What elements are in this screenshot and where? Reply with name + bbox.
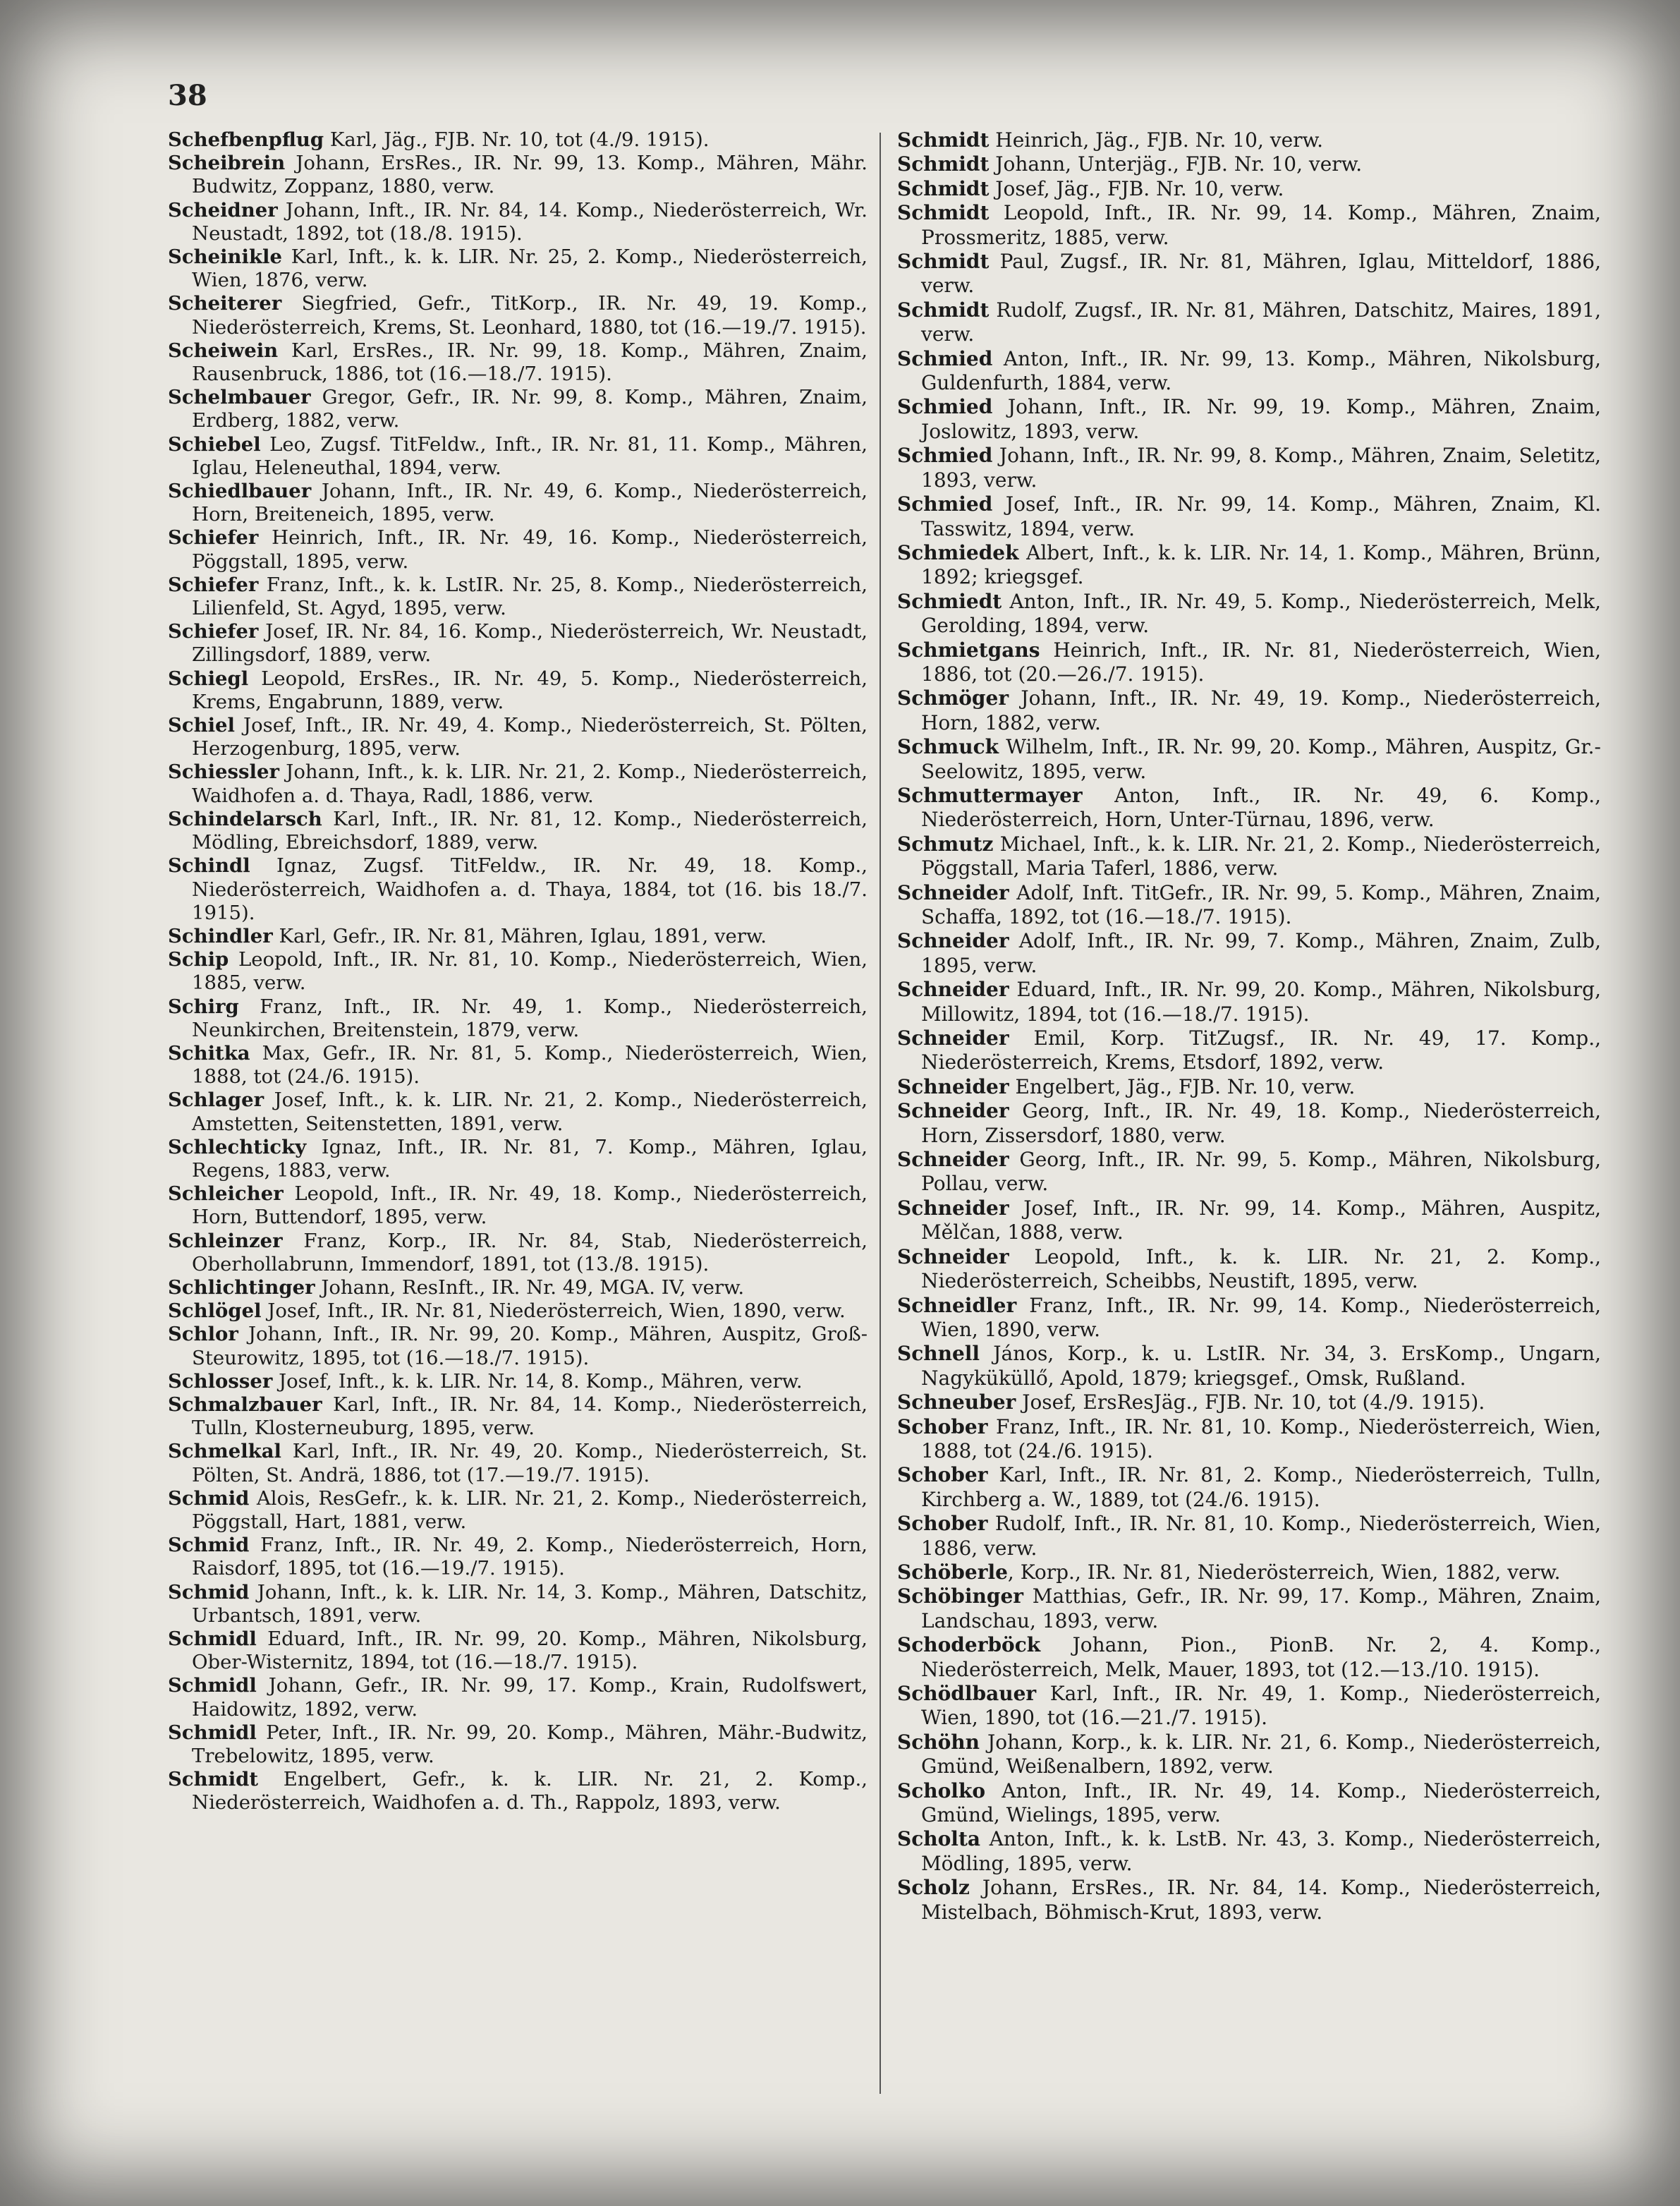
- register-entry: [168, 1323, 868, 1369]
- register-entry: [168, 1581, 868, 1628]
- entry-surname: Schitka: [168, 1041, 250, 1065]
- register-entry: [897, 1026, 1601, 1075]
- register-entry: [897, 347, 1601, 396]
- entry-surname: Schlechticky: [168, 1135, 307, 1158]
- entry-surname: Schindelarsch: [168, 807, 322, 830]
- entry-surname: Schirg: [168, 995, 239, 1018]
- register-entry: [168, 620, 868, 667]
- entry-details: Johann, Inft., k. k. LIR. Nr. 21, 2. Komp., Niederösterreich, Waidhofen a. d. Thaya, Radl, 1886, verw.: [192, 760, 868, 807]
- entry-details: János, Korp., k. u. LstIR. Nr. 34, 3. ErsKomp., Ungarn, Nagyküküllő, Apold, 1879; kriegsgef., Omsk, Rußland.: [921, 1342, 1601, 1390]
- entry-surname: Schmidl: [168, 1628, 257, 1650]
- register-entry: [897, 444, 1601, 492]
- entry-details: Ignaz, Zugsf. TitFeldw., IR. Nr. 49, 18. Komp., Niederösterreich, Waidhofen a. d. Thaya, 1884, tot (16. bis 18./7. 1915).: [192, 854, 868, 924]
- entry-surname: Schelmbauer: [168, 386, 311, 409]
- entry-details: Karl, Inft., IR. Nr. 81, 2. Komp., Niederösterreich, Tulln, Kirchberg a. W., 1889, tot (24./6. 1915).: [921, 1463, 1601, 1511]
- entry-details: Johann, Unterjäg., FJB. Nr. 10, verw.: [989, 152, 1363, 176]
- register-entry: [897, 1148, 1601, 1196]
- register-entry: [897, 1099, 1601, 1148]
- register-entry: [897, 686, 1601, 735]
- entry-surname: Schmied: [897, 346, 993, 370]
- entry-surname: Scholta: [897, 1827, 981, 1851]
- entry-details: Albert, Inft., k. k. LIR. Nr. 14, 1. Komp., Mähren, Brünn, 1892; kriegsgef.: [921, 540, 1601, 589]
- entry-details: Karl, Jäg., FJB. Nr. 10, tot (4./9. 1915).: [324, 128, 710, 151]
- entry-surname: Schiessler: [168, 760, 279, 784]
- entry-surname: Schneider: [897, 1074, 1009, 1098]
- entry-details: Heinrich, Inft., IR. Nr. 49, 16. Komp., Niederösterreich, Pöggstall, 1895, verw.: [192, 526, 868, 573]
- entry-details: Josef, Inft., k. k. LIR. Nr. 21, 2. Komp., Niederösterreich, Amstetten, Seitenstetten, 1891, verw.: [192, 1089, 868, 1135]
- register-entry: [897, 128, 1601, 152]
- register-entry: [897, 1633, 1601, 1682]
- entry-surname: Schmalzbauer: [168, 1393, 322, 1416]
- entry-surname: Schlögel: [168, 1299, 262, 1323]
- register-entry: [168, 760, 868, 807]
- register-entry: [168, 1534, 868, 1580]
- entry-surname: Schmidt: [168, 1768, 259, 1791]
- register-entry: [168, 1230, 868, 1276]
- register-entry: [168, 1674, 868, 1721]
- entry-details: Anton, Inft., IR. Nr. 99, 13. Komp., Mähren, Nikolsburg, Guldenfurth, 1884, verw.: [921, 346, 1601, 395]
- entry-surname: Schneider: [897, 1099, 1009, 1123]
- register-entry: [897, 1390, 1601, 1414]
- register-entry: [168, 1721, 868, 1768]
- entry-details: Engelbert, Jäg., FJB. Nr. 10, verw.: [1009, 1074, 1356, 1098]
- entry-surname: Schmiedek: [897, 540, 1019, 564]
- entry-surname: Schmidt: [897, 128, 990, 152]
- entry-details: Franz, Inft., IR. Nr. 49, 1. Komp., Niederösterreich, Neunkirchen, Breitenstein, 1879, verw.: [192, 995, 868, 1041]
- register-entry: [897, 1512, 1601, 1560]
- register-entry: [897, 735, 1601, 784]
- register-entry: [168, 714, 868, 760]
- entry-surname: Scheinikle: [168, 246, 282, 269]
- entry-surname: Schmidl: [168, 1674, 257, 1697]
- entry-details: Engelbert, Gefr., k. k. LIR. Nr. 21, 2. Komp., Niederösterreich, Waidhofen a. d. Th., Rappolz, 1893, verw.: [192, 1768, 868, 1814]
- entry-surname: Schmuck: [897, 735, 999, 759]
- register-entry: [897, 541, 1601, 590]
- register-entry: [897, 1463, 1601, 1512]
- entry-details: Anton, Inft., IR. Nr. 49, 6. Komp., Niederösterreich, Horn, Unter-Türnau, 1896, verw.: [921, 783, 1601, 832]
- entry-details: Anton, Inft., k. k. LstB. Nr. 43, 3. Komp., Niederösterreich, Mödling, 1895, verw.: [921, 1827, 1601, 1875]
- register-entry: [897, 1245, 1601, 1294]
- entry-details: Karl, Inft., IR. Nr. 84, 14. Komp., Niederösterreich, Tulln, Klosterneuburg, 1895, verw.: [192, 1393, 868, 1440]
- entry-details: Matthias, Gefr., IR. Nr. 99, 17. Komp., Mähren, Znaim, Landschau, 1893, verw.: [921, 1584, 1601, 1632]
- entry-details: Adolf, Inft., IR. Nr. 99, 7. Komp., Mähren, Znaim, Zulb, 1895, verw.: [921, 929, 1601, 977]
- entry-details: Johann, Inft., IR. Nr. 49, 6. Komp., Niederösterreich, Horn, Breiteneich, 1895, verw.: [192, 480, 868, 526]
- entry-details: Johann, ErsRes., IR. Nr. 99, 13. Komp., Mähren, Mähr. Budwitz, Zoppanz, 1880, verw.: [192, 152, 868, 198]
- register-entry: [168, 386, 868, 432]
- right-column: [897, 128, 1601, 1925]
- entry-surname: Schober: [897, 1414, 988, 1438]
- entry-surname: Schiebel: [168, 432, 261, 456]
- register-entry: [168, 292, 868, 339]
- entry-details: Franz, Korp., IR. Nr. 84, Stab, Niederösterreich, Oberhollabrunn, Immendorf, 1891, tot (13./8. 1915).: [192, 1229, 868, 1275]
- entry-surname: Schleinzer: [168, 1229, 283, 1252]
- entry-details: Josef, Inft., IR. Nr. 99, 14. Komp., Mähren, Znaim, Kl. Tasswitz, 1894, verw.: [921, 492, 1601, 540]
- entry-surname: Schneider: [897, 978, 1009, 1002]
- register-entry: [897, 250, 1601, 298]
- entry-details: Leopold, Inft., IR. Nr. 81, 10. Komp., Niederösterreich, Wien, 1885, verw.: [192, 948, 868, 995]
- entry-surname: Schöbinger: [897, 1584, 1024, 1608]
- entry-details: Alois, ResGefr., k. k. LIR. Nr. 21, 2. Komp., Niederösterreich, Pöggstall, Hart, 1881, verw.: [192, 1486, 868, 1533]
- entry-details: Franz, Inft., IR. Nr. 81, 10. Komp., Niederösterreich, Wien, 1888, tot (24./6. 1915).: [921, 1414, 1601, 1462]
- register-entry: [897, 1682, 1601, 1731]
- entry-surname: Schmidl: [168, 1721, 257, 1744]
- entry-surname: Schlager: [168, 1089, 264, 1112]
- entry-surname: Schmöger: [897, 686, 1009, 710]
- register-entry: [168, 1393, 868, 1440]
- entry-details: Eduard, Inft., IR. Nr. 99, 20. Komp., Mähren, Nikolsburg, Ober-Wisternitz, 1894, tot (16.—18./7. 1915).: [192, 1628, 868, 1674]
- register-entry: [897, 1415, 1601, 1464]
- entry-surname: Schmutz: [897, 832, 994, 856]
- entry-surname: Schneider: [897, 1196, 1009, 1220]
- entry-surname: Schneuber: [897, 1390, 1016, 1414]
- register-entry: [168, 1628, 868, 1674]
- entry-surname: Schmidt: [897, 201, 990, 225]
- entry-surname: Schober: [897, 1512, 988, 1536]
- entry-surname: Schiefer: [168, 573, 259, 596]
- register-entry: [897, 1075, 1601, 1099]
- entry-surname: Schmidt: [897, 152, 990, 176]
- entry-surname: Schindl: [168, 854, 250, 878]
- entry-details: Johann, Inft., IR. Nr. 49, 19. Komp., Niederösterreich, Horn, 1882, verw.: [921, 686, 1601, 734]
- entry-details: Josef, Jäg., FJB. Nr. 10, verw.: [989, 176, 1284, 200]
- entry-details: Josef, Inft., k. k. LIR. Nr. 14, 8. Komp., Mähren, verw.: [272, 1369, 803, 1393]
- entry-details: Karl, ErsRes., IR. Nr. 99, 18. Komp., Mähren, Znaim, Rausenbruck, 1886, tot (16.—18./7. 1915).: [192, 339, 868, 386]
- register-entry: [897, 152, 1601, 176]
- entry-details: Johann, Inft., IR. Nr. 99, 20. Komp., Mähren, Auspitz, Groß-Steurowitz, 1895, tot (16.—18./7. 1915).: [192, 1323, 868, 1369]
- entry-details: , Korp., IR. Nr. 81, Niederösterreich, Wien, 1882, verw.: [1007, 1560, 1561, 1584]
- entry-details: Johann, Inft., IR. Nr. 84, 14. Komp., Niederösterreich, Wr. Neustadt, 1892, tot (18./8. 1915).: [192, 198, 868, 245]
- entry-details: Franz, Inft., k. k. LstIR. Nr. 25, 8. Komp., Niederösterreich, Lilienfeld, St. Agyd, 1895, verw.: [192, 573, 868, 620]
- entry-details: Josef, Inft., IR. Nr. 99, 14. Komp., Mähren, Auspitz, Mělčan, 1888, verw.: [921, 1196, 1601, 1244]
- entry-details: Karl, Inft., k. k. LIR. Nr. 25, 2. Komp., Niederösterreich, Wien, 1876, verw.: [192, 246, 868, 292]
- entry-surname: Schöberle: [897, 1560, 1008, 1584]
- entry-details: Johann, Inft., k. k. LIR. Nr. 14, 3. Komp., Mähren, Datschitz, Urbantsch, 1891, verw.: [192, 1580, 868, 1627]
- entry-surname: Schip: [168, 948, 229, 971]
- entry-surname: Schneider: [897, 1244, 1009, 1268]
- entry-surname: Schmied: [897, 395, 993, 419]
- register-entry: [897, 201, 1601, 250]
- register-entry: [168, 808, 868, 854]
- entry-details: Johann, Pion., PionB. Nr. 2, 4. Komp., Niederösterreich, Melk, Mauer, 1893, tot (12.—13./10. 1915).: [921, 1633, 1601, 1681]
- register-entry: [897, 832, 1601, 881]
- register-entry: [897, 1827, 1601, 1876]
- entry-details: Siegfried, Gefr., TitKorp., IR. Nr. 49, 19. Komp., Niederösterreich, Krems, St. Leonhard, 1880, tot (16.—19./7. 1915).: [192, 292, 868, 339]
- entry-surname: Schmelkal: [168, 1440, 281, 1463]
- entry-surname: Schmidt: [897, 176, 990, 200]
- register-entry: [168, 948, 868, 995]
- register-entry: [897, 978, 1601, 1026]
- register-entry: [897, 929, 1601, 978]
- register-entry: [897, 1731, 1601, 1779]
- register-entry: [897, 1876, 1601, 1925]
- register-entry: [168, 339, 868, 386]
- entry-surname: Schneidler: [897, 1293, 1017, 1317]
- entry-details: Josef, Inft., IR. Nr. 49, 4. Komp., Niederösterreich, St. Pölten, Herzogenburg, 1895, verw.: [192, 714, 868, 760]
- register-entry: [897, 298, 1601, 347]
- entry-surname: Schmiedt: [897, 589, 1002, 613]
- register-entry: [897, 638, 1601, 687]
- register-entry: [168, 128, 868, 152]
- register-entry: [897, 1560, 1601, 1584]
- register-entry: [168, 1487, 868, 1534]
- entry-surname: Schleicher: [168, 1182, 284, 1206]
- entry-surname: Schiegl: [168, 667, 249, 690]
- entry-details: Franz, Inft., IR. Nr. 49, 2. Komp., Niederösterreich, Horn, Raisdorf, 1895, tot (16.—19./7. 1915).: [192, 1534, 868, 1580]
- entry-details: Emil, Korp. TitZugsf., IR. Nr. 49, 17. Komp., Niederösterreich, Krems, Etsdorf, 1892, verw.: [921, 1026, 1601, 1074]
- entry-details: Leopold, Inft., k. k. LIR. Nr. 21, 2. Komp., Niederösterreich, Scheibbs, Neustift, 1895, verw.: [921, 1244, 1601, 1293]
- entry-surname: Scheiwein: [168, 339, 279, 362]
- register-entry: [168, 433, 868, 480]
- entry-details: Rudolf, Zugsf., IR. Nr. 81, Mähren, Datschitz, Maires, 1891, verw.: [921, 298, 1601, 346]
- entry-surname: Scheiterer: [168, 292, 282, 315]
- entry-details: Josef, ErsResJäg., FJB. Nr. 10, tot (4./9. 1915).: [1016, 1390, 1485, 1414]
- entry-details: Leopold, Inft., IR. Nr. 49, 18. Komp., Niederösterreich, Horn, Buttendorf, 1895, verw.: [192, 1182, 868, 1229]
- page-number: 38: [168, 79, 207, 112]
- entry-details: Georg, Inft., IR. Nr. 49, 18. Komp., Niederösterreich, Horn, Zissersdorf, 1880, verw.: [921, 1099, 1601, 1147]
- entry-details: Josef, IR. Nr. 84, 16. Komp., Niederösterreich, Wr. Neustadt, Zillingsdorf, 1889, verw.: [192, 620, 868, 667]
- register-entry: [168, 1089, 868, 1135]
- register-entry: [168, 925, 868, 948]
- entry-surname: Schneider: [897, 929, 1009, 953]
- entry-surname: Schindler: [168, 924, 273, 947]
- entry-surname: Schneider: [897, 880, 1009, 904]
- entry-details: Johann, Inft., IR. Nr. 99, 8. Komp., Mähren, Znaim, Seletitz, 1893, verw.: [921, 444, 1601, 492]
- entry-surname: Scholko: [897, 1778, 986, 1802]
- register-entry: [168, 480, 868, 526]
- entry-details: Josef, Inft., IR. Nr. 81, Niederösterreich, Wien, 1890, verw.: [261, 1299, 846, 1323]
- entry-details: Rudolf, Inft., IR. Nr. 81, 10. Komp., Niederösterreich, Wien, 1886, verw.: [921, 1512, 1601, 1560]
- register-entry: [168, 854, 868, 925]
- entry-surname: Schiedlbauer: [168, 480, 312, 503]
- register-entry: [168, 199, 868, 246]
- entry-details: Leo, Zugsf. TitFeldw., Inft., IR. Nr. 81, 11. Komp., Mähren, Iglau, Heleneuthal, 1894, verw.: [192, 432, 868, 479]
- entry-details: Georg, Inft., IR. Nr. 99, 5. Komp., Mähren, Nikolsburg, Pollau, verw.: [921, 1148, 1601, 1196]
- entry-surname: Schmied: [897, 492, 993, 516]
- register-entry: [897, 1342, 1601, 1390]
- entry-details: Leopold, ErsRes., IR. Nr. 49, 5. Komp., Niederösterreich, Krems, Engabrunn, 1889, verw.: [192, 667, 868, 713]
- register-entry: [897, 1584, 1601, 1633]
- register-entry: [897, 177, 1601, 201]
- entry-surname: Schlor: [168, 1323, 238, 1346]
- entry-surname: Schmuttermayer: [897, 783, 1083, 807]
- register-entry: [168, 1276, 868, 1299]
- entry-surname: Schnell: [897, 1342, 980, 1366]
- entry-details: Michael, Inft., k. k. LIR. Nr. 21, 2. Komp., Niederösterreich, Pöggstall, Maria Taferl, 1886, verw.: [921, 832, 1601, 880]
- entry-details: Johann, Inft., IR. Nr. 99, 19. Komp., Mähren, Znaim, Joslowitz, 1893, verw.: [921, 395, 1601, 443]
- left-column: [168, 128, 868, 1815]
- entry-surname: Schmietgans: [897, 638, 1040, 662]
- entry-surname: Schiel: [168, 714, 235, 737]
- entry-details: Eduard, Inft., IR. Nr. 99, 20. Komp., Mähren, Nikolsburg, Millowitz, 1894, tot (16.—18./7. 1915).: [921, 978, 1601, 1026]
- entry-details: Johann, Gefr., IR. Nr. 99, 17. Komp., Krain, Rudolfswert, Haidowitz, 1892, verw.: [192, 1674, 868, 1721]
- entry-details: Gregor, Gefr., IR. Nr. 99, 8. Komp., Mähren, Znaim, Erdberg, 1882, verw.: [192, 386, 868, 432]
- entry-details: Johann, ErsRes., IR. Nr. 84, 14. Komp., Niederösterreich, Mistelbach, Böhmisch-Krut, 1893, verw.: [921, 1876, 1601, 1924]
- entry-surname: Schneider: [897, 1026, 1009, 1050]
- entry-details: Johann, ResInft., IR. Nr. 49, MGA. IV, verw.: [315, 1275, 745, 1299]
- entry-surname: Schmied: [897, 444, 993, 468]
- entry-surname: Scholz: [897, 1876, 970, 1900]
- entry-surname: Schober: [897, 1463, 988, 1487]
- register-entry: [897, 881, 1601, 930]
- entry-details: Max, Gefr., IR. Nr. 81, 5. Komp., Niederösterreich, Wien, 1888, tot (24./6. 1915).: [192, 1041, 868, 1089]
- register-entry: [897, 1294, 1601, 1343]
- column-divider: [879, 133, 881, 2094]
- register-entry: [897, 590, 1601, 638]
- register-entry: [168, 667, 868, 714]
- register-entry: [168, 1370, 868, 1393]
- entry-details: Johann, Korp., k. k. LIR. Nr. 21, 6. Komp., Niederösterreich, Gmünd, Weißenalbern, 1892, verw.: [921, 1730, 1601, 1778]
- register-entry: [168, 246, 868, 292]
- entry-surname: Schiefer: [168, 526, 259, 550]
- entry-surname: Schöhn: [897, 1730, 980, 1754]
- entry-details: Anton, Inft., IR. Nr. 49, 14. Komp., Niederösterreich, Gmünd, Wielings, 1895, verw.: [921, 1778, 1601, 1827]
- register-entry: [168, 1768, 868, 1814]
- register-entry: [168, 1136, 868, 1182]
- entry-surname: Schmid: [168, 1534, 250, 1557]
- entry-surname: Schiefer: [168, 620, 259, 643]
- entry-details: Heinrich, Inft., IR. Nr. 81, Niederösterreich, Wien, 1886, tot (20.—26./7. 1915).: [921, 638, 1601, 686]
- register-entry: [168, 995, 868, 1042]
- entry-surname: Schneider: [897, 1148, 1009, 1172]
- entry-details: Franz, Inft., IR. Nr. 99, 14. Komp., Niederösterreich, Wien, 1890, verw.: [921, 1293, 1601, 1341]
- register-entry: [168, 1042, 868, 1089]
- register-entry: [168, 574, 868, 620]
- entry-surname: Schmid: [168, 1486, 250, 1510]
- entry-surname: Schoderböck: [897, 1633, 1041, 1657]
- entry-surname: Schmidt: [897, 298, 990, 322]
- entry-details: Leopold, Inft., IR. Nr. 99, 14. Komp., Mähren, Znaim, Prossmeritz, 1885, verw.: [921, 201, 1601, 249]
- entry-details: Paul, Zugsf., IR. Nr. 81, Mähren, Iglau, Mitteldorf, 1886, verw.: [921, 250, 1601, 298]
- entry-surname: Schlichtinger: [168, 1275, 315, 1299]
- entry-surname: Schefbenpflug: [168, 128, 324, 151]
- register-entry: [897, 1196, 1601, 1245]
- entry-surname: Schmidt: [897, 250, 990, 274]
- register-entry: [897, 395, 1601, 444]
- register-entry: [168, 1440, 868, 1486]
- entry-details: Anton, Inft., IR. Nr. 49, 5. Komp., Niederösterreich, Melk, Gerolding, 1894, verw.: [921, 589, 1601, 638]
- entry-surname: Schödlbauer: [897, 1682, 1037, 1705]
- entry-details: Ignaz, Inft., IR. Nr. 81, 7. Komp., Mähren, Iglau, Regens, 1883, verw.: [192, 1135, 868, 1182]
- entry-surname: Schlosser: [168, 1369, 273, 1393]
- register-entry: [897, 1779, 1601, 1828]
- entry-details: Heinrich, Jäg., FJB. Nr. 10, verw.: [989, 128, 1324, 152]
- entry-surname: Scheibrein: [168, 152, 286, 175]
- register-entry: [168, 526, 868, 573]
- entry-details: Peter, Inft., IR. Nr. 99, 20. Komp., Mähren, Mähr.-Budwitz, Trebelowitz, 1895, verw.: [192, 1721, 868, 1768]
- entry-surname: Scheidner: [168, 198, 278, 222]
- entry-details: Karl, Gefr., IR. Nr. 81, Mähren, Iglau, 1891, verw.: [272, 924, 767, 947]
- register-entry: [897, 784, 1601, 832]
- entry-surname: Schmid: [168, 1580, 250, 1604]
- entry-details: Wilhelm, Inft., IR. Nr. 99, 20. Komp., Mähren, Auspitz, Gr.-Seelowitz, 1895, verw.: [921, 735, 1601, 783]
- entry-details: Karl, Inft., IR. Nr. 49, 1. Komp., Niederösterreich, Wien, 1890, tot (16.—21./7. 1915).: [921, 1682, 1601, 1730]
- entry-details: Karl, Inft., IR. Nr. 49, 20. Komp., Niederösterreich, St. Pölten, St. Andrä, 1886, tot (17.—19./7. 1915).: [192, 1440, 868, 1486]
- register-entry: [897, 492, 1601, 541]
- register-entry: [168, 1299, 868, 1323]
- entry-details: Karl, Inft., IR. Nr. 81, 12. Komp., Niederösterreich, Mödling, Ebreichsdorf, 1889, verw.: [192, 807, 868, 854]
- register-entry: [168, 1182, 868, 1229]
- entry-details: Adolf, Inft. TitGefr., IR. Nr. 99, 5. Komp., Mähren, Znaim, Schaffa, 1892, tot (16.—18./7. 1915).: [921, 880, 1601, 928]
- register-entry: [168, 152, 868, 198]
